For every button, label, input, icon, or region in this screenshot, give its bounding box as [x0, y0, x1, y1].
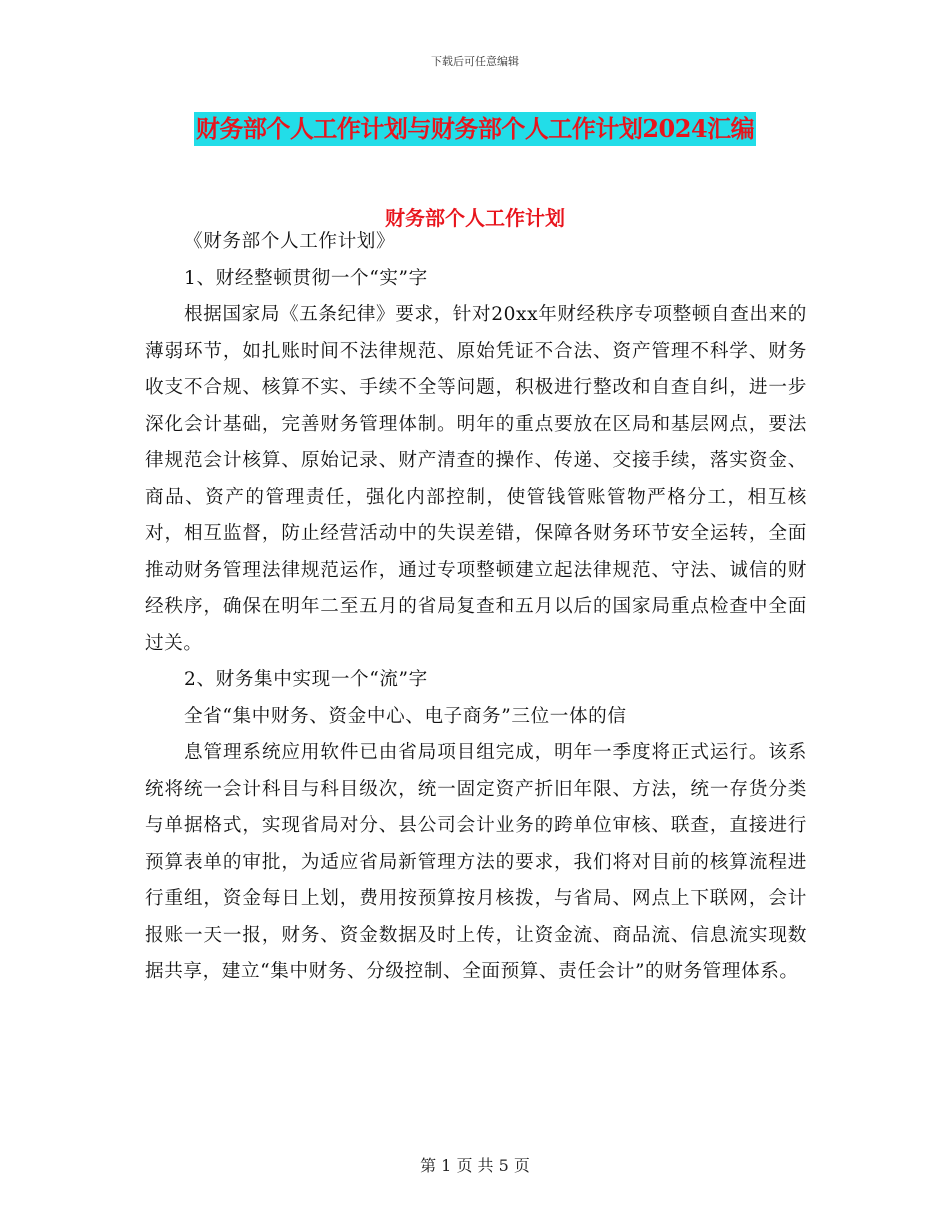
paragraph: 根据国家局《五条纪律》要求，针对20xx年财经秩序专项整顿自查出来的薄弱环节，如扎账时间不法律规范、原始凭证不合法、资产管理不科学、财务收支不合规、核算不实、手续不全等问题，积极进行整改和自查自纠，进一步深化会计基础，完善财务管理体制。明年的重点要放在区局和基层网点，要法律规范会计核算、原始记录、财产清查的操作、传递、交接手续，落实资金、商品、资产的管理责任，强化内部控制，使管钱管账管物严格分工，相互核对，相互监督，防止经营活动中的失误差错，保障各财务环节安全运转，全面推动财务管理法律规范运作，通过专项整顿建立起法律规范、守法、诚信的财经秩序，确保在明年二至五月的省局复查和五月以后的国家局重点检查中全面过关。	[145, 304, 807, 654]
paragraph: 息管理系统应用软件已由省局项目组完成，明年一季度将正式运行。该系统将统一会计科目与科目级次，统一固定资产折旧年限、方法，统一存货分类与单据格式，实现省局对分、县公司会计业务的跨单位审核、联查，直接进行预算表单的审批，为适应省局新管理方法的要求，我们将对目前的核算流程进行重组，资金每日上划，费用按预算按月核拨，与省局、网点上下联网，会计报账一天一报，财务、资金数据及时上传，让资金流、商品流、信息流实现数据共享，建立“集中财务、分级控制、全面预算、责任会计”的财务管理体系。	[145, 742, 807, 982]
page-footer: 第 1 页 共 5 页	[420, 1156, 530, 1175]
paragraph: 1、财经整顿贯彻一个“实”字	[184, 267, 428, 289]
document-body	[145, 224, 807, 991]
main-title-container	[0, 112, 950, 146]
paragraph: 2、财务集中实现一个“流”字	[184, 669, 428, 690]
main-title: 财务部个人工作计划与财务部个人工作计划2024汇编	[194, 112, 756, 146]
header-note: 下载后可任意编辑	[431, 55, 519, 68]
paragraph: 《财务部个人工作计划》	[184, 231, 396, 252]
paragraph: 全省“集中财务、资金中心、电子商务”三位一体的信	[184, 705, 627, 727]
section-title: 财务部个人工作计划	[385, 206, 565, 230]
